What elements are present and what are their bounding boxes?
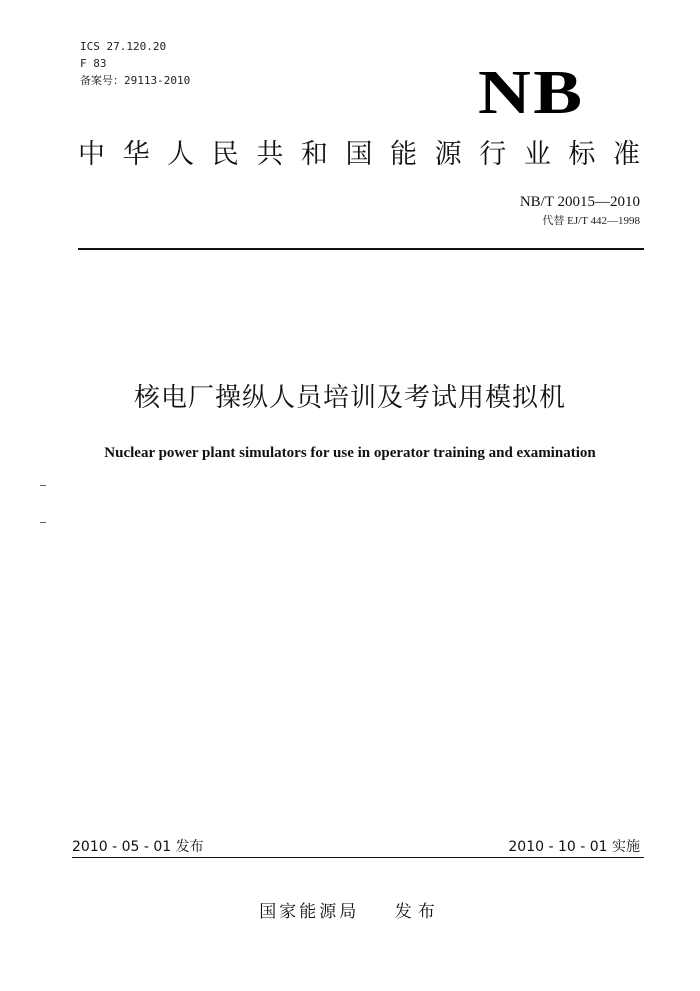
header-divider	[78, 248, 644, 250]
margin-mark	[40, 522, 46, 523]
standard-category-title: 中华人民共和国能源行业标准	[78, 139, 640, 170]
publisher-name: 国家能源局	[259, 902, 360, 922]
margin-mark	[40, 485, 46, 486]
standard-code: NB/T 20015—2010	[519, 194, 640, 210]
classification-block	[80, 38, 190, 89]
nb-logo: NB	[478, 59, 585, 127]
publish-action: 发布	[394, 902, 441, 922]
standard-code-block	[520, 192, 640, 230]
effective-date: 2010 - 10 - 01 实施	[508, 839, 640, 855]
class-code: F 83	[80, 57, 107, 70]
publisher-line	[0, 900, 700, 924]
date-divider	[72, 857, 644, 858]
ics-code: ICS 27.120.20	[80, 40, 167, 53]
record-number: 备案号：29113-2010	[80, 74, 191, 87]
replaces-code: 代替 EJ/T 442—1998	[542, 215, 640, 227]
document-title-cn: 核电厂操纵人员培训及考试用模拟机	[133, 383, 566, 413]
issue-date: 2010 - 05 - 01 发布	[72, 839, 204, 855]
document-title-en: Nuclear power plant simulators for use in operator training and examination	[104, 445, 596, 461]
